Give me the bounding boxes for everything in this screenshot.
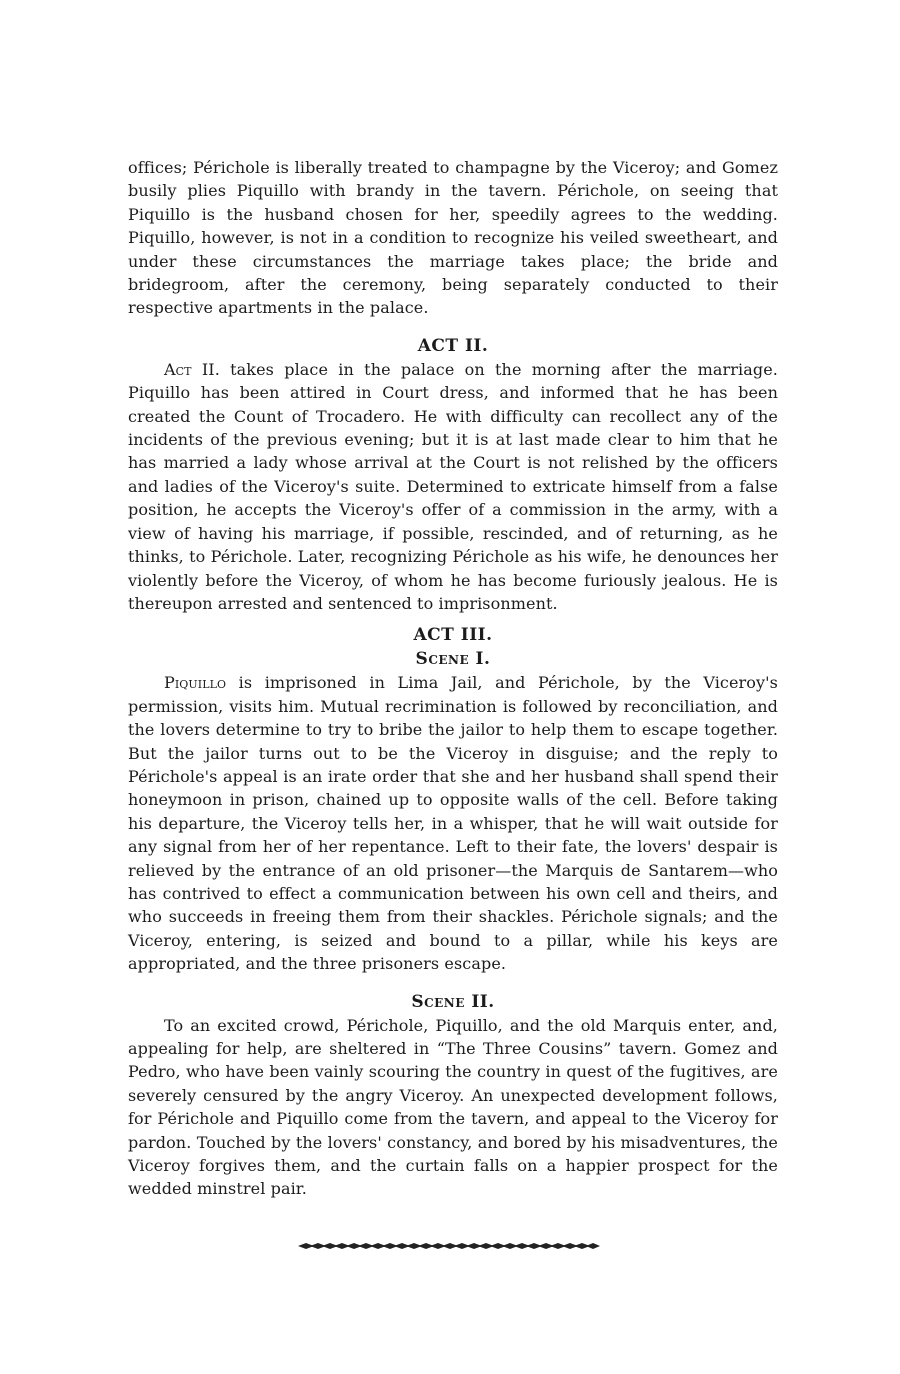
act-3-scene-2-paragraph: To an excited crowd, Périchole, Piquillo, and the old Marquis enter, and, appealing for help, are sheltered in “The Three Cousins” tavern. Gomez and Pedro, who have been vainly scouring the country in quest of the fugitives, are severely censured by the angry Viceroy. An unexpected development follows, for Périchole and Piquillo come from the tavern, and appeal to the Viceroy for pardon. Touched by the lovers' constancy, and bored by his misadventures, the Viceroy forgives them, and the curtain falls on a happier prospect for the wedded minstrel pair. <box>128 1015 778 1199</box>
act-3-scene-2-heading: Scene II. <box>411 991 495 1012</box>
act-3-scene-1-body: is imprisoned in Lima Jail, and Périchole, by the Viceroy's permission, visits him. Mutual recrimination is followed by reconciliation, and the lovers determine to try to bribe the jailor to help them to escape together. But the jailor turns out to be the Viceroy in disguise; and the reply to Périchole's appeal is an irate order that she and her husband shall spend their honeymoon in prison, chained up to opposite walls of the cell. Before taking his departure, the Viceroy tells her, in a whisper, that he will wait outside for any signal from her of her repentance. Left to their fate, the lovers' despair is relieved by the entrance of an old prisoner—the Marquis de Santarem—who has contrived to effect a communication between his own cell and theirs, and who succeeds in freeing them from their shackles. Périchole signals; and the Viceroy, entering, is seized and bound to a pillar, while his keys are appropriated, and the three prisoners escape. <box>128 673 778 974</box>
act-3-heading: ACT III. <box>413 625 493 646</box>
act-3-scene-1-heading: Scene I. <box>415 649 491 670</box>
act-3-scene-1-paragraph <box>128 671 778 975</box>
act-3-scene-1-lead: Piquillo <box>164 673 227 693</box>
act-2-lead: Act II. <box>164 359 220 379</box>
act-2-heading: ACT II. <box>417 335 489 356</box>
act-2-paragraph <box>128 358 778 615</box>
ornamental-rule <box>298 1242 600 1250</box>
intro-paragraph: offices; Périchole is liberally treated to champagne by the Viceroy; and Gomez busily plies Piquillo with brandy in the tavern. Périchole, on seeing that Piquillo is the husband chosen for her, speedily agrees to the wedding. Piquillo, however, is not in a condition to recognize his veiled sweetheart, and under these circumstances the marriage takes place; the bride and bridegroom, after the ceremony, being separately conducted to their respective apartments in the palace. <box>128 158 778 318</box>
text-block <box>128 156 778 1201</box>
act-2-body: takes place in the palace on the morning after the marriage. Piquillo has been attired in Court dress, and informed that he has been created the Count of Trocadero. He with difficulty can recollect any of the incidents of the previous evening; but it is at last made clear to him that he has married a lady whose arrival at the Court is not relished by the officers and ladies of the Viceroy's suite. Determined to extricate himself from a false position, he accepts the Viceroy's offer of a commission in the army, with a view of having his marriage, if possible, rescinded, and of returning, as he thinks, to Périchole. Later, recognizing Périchole as his wife, he denounces her violently before the Viceroy, of whom he has become furiously jealous. He is thereupon arrested and sentenced to imprisonment. <box>128 359 778 613</box>
